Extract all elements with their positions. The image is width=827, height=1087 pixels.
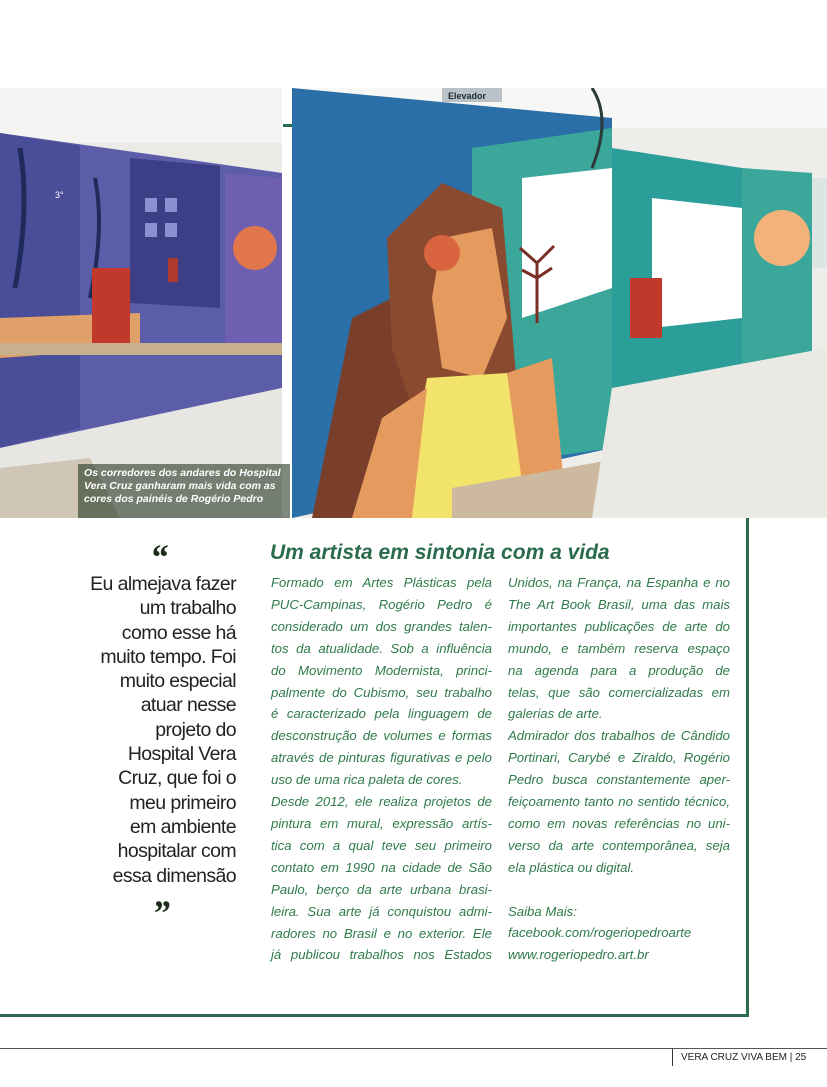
floor-sign: 3° [55,190,64,200]
article-title: Um artista em sintonia com a vida [270,541,610,564]
pull-quote-line: como esse há [121,621,236,644]
body-line: mundo, e também reserva espaço [508,640,730,656]
page-number: 25 [795,1052,807,1063]
body-line: palmente do Cubismo, seu trabalho [271,684,492,700]
body-line: uso de uma rica paleta de cores. [271,772,463,788]
pull-quote-line: projeto do [155,718,236,741]
body-line: The Art Book Brasil, uma das mais [508,596,730,612]
body-line: PUC-Campinas, Rogério Pedro é [271,596,492,612]
body-line: considerado um dos grandes talen- [271,618,492,634]
body-line: Formado em Artes Plásticas pela [271,575,492,590]
frame-line-right [746,518,749,1017]
pull-quote-line: em ambiente [129,815,236,838]
photo-caption [78,464,290,518]
body-line: ela plástica ou digital. [508,859,635,875]
body-line: na agenda para a produção de [508,662,730,678]
website-link[interactable]: www.rogeriopedro.art.br [508,947,649,963]
body-line: telas, que são comercializadas em [508,684,730,700]
facebook-link[interactable]: facebook.com/rogeriopedroarte [508,925,692,941]
body-line: desconstrução de volumes e formas [271,728,492,744]
body-line: como em novas referências no uni- [508,815,730,831]
body-line: verso da arte contemporânea, seja [508,837,730,853]
close-quote-mark: ” [152,893,170,933]
body-line: galerias de arte. [508,706,603,722]
body-line: Paulo, berço da arte urbana brasi- [271,881,492,897]
footer-folio [681,1052,806,1063]
body-line: radores no Brasil e no exterior. Ele [271,925,492,941]
folio-separator: | [789,1052,793,1063]
article-column-2 [508,572,730,966]
body-line: tos da atualidade. Sob a influência [271,640,492,656]
pull-quote-line: Hospital Vera [127,743,236,766]
magazine-name: VERA CRUZ VIVA BEM [681,1052,787,1063]
article-column-1 [271,572,492,966]
pull-quote-line: muito especial [119,670,236,693]
pull-quote-line: hospitalar com [117,840,236,863]
body-line: Portinari, Carybé e Ziraldo, Rogério [508,750,730,766]
body-line: Desde 2012, ele realiza projetos de [271,794,492,810]
footer-rule [0,1048,827,1049]
mural-photo-right [292,88,827,518]
body-line: feiçoamento tanto no sentido técnico, [508,794,730,810]
body-line: tica com a qual teve seu primeiro [271,837,492,853]
body-line: Admirador dos trabalhos de Cândido [508,728,730,744]
caption-line: Os corredores dos andares do Hospital [84,467,281,479]
body-line: já publicou trabalhos nos Estados [271,947,492,963]
pull-quote-line: Cruz, que foi o [118,767,236,790]
body-line: contato em 1990 na cidade de São [271,859,492,875]
pull-quote-line: meu primeiro [129,791,236,814]
pull-quote [70,572,236,888]
saiba-mais-label: Saiba Mais: [508,903,577,919]
mural-left-illustration [0,88,282,518]
open-quote-mark: “ [150,537,168,577]
caption-line: cores dos painéis de Rogério Pedro [84,493,264,505]
body-line: leira. Sua arte já conquistou admi- [271,903,492,919]
body-line: Unidos, na França, na Espanha e no [508,575,730,590]
paragraph-gap [508,879,730,901]
mural-photo-left [0,88,282,518]
pull-quote-line: Eu almejava fazer [90,573,236,595]
body-line: importantes publicações de arte do [508,618,730,634]
pull-quote-line: um trabalho [139,597,236,620]
pull-quote-line: muito tempo. Foi [100,645,236,668]
body-line: pintura em mural, expressão artís- [271,815,492,831]
frame-line-bottom [0,1014,749,1017]
body-line: através de pinturas figurativas e pelo [271,750,492,766]
caption-line: Vera Cruz ganharam mais vida com as [84,480,276,492]
body-line: Pedro busca constantemente aper- [508,772,730,788]
pull-quote-line: atuar nesse [140,694,236,717]
elevator-sign: Elevador [448,91,487,101]
mural-right-illustration [292,88,827,518]
footer-divider [672,1049,673,1066]
pull-quote-line: essa dimensão [112,864,236,887]
frame-line-top [283,124,292,127]
body-line: é caracterizado pela linguagem de [271,706,492,722]
body-line: do Movimento Modernista, princi- [271,662,492,678]
